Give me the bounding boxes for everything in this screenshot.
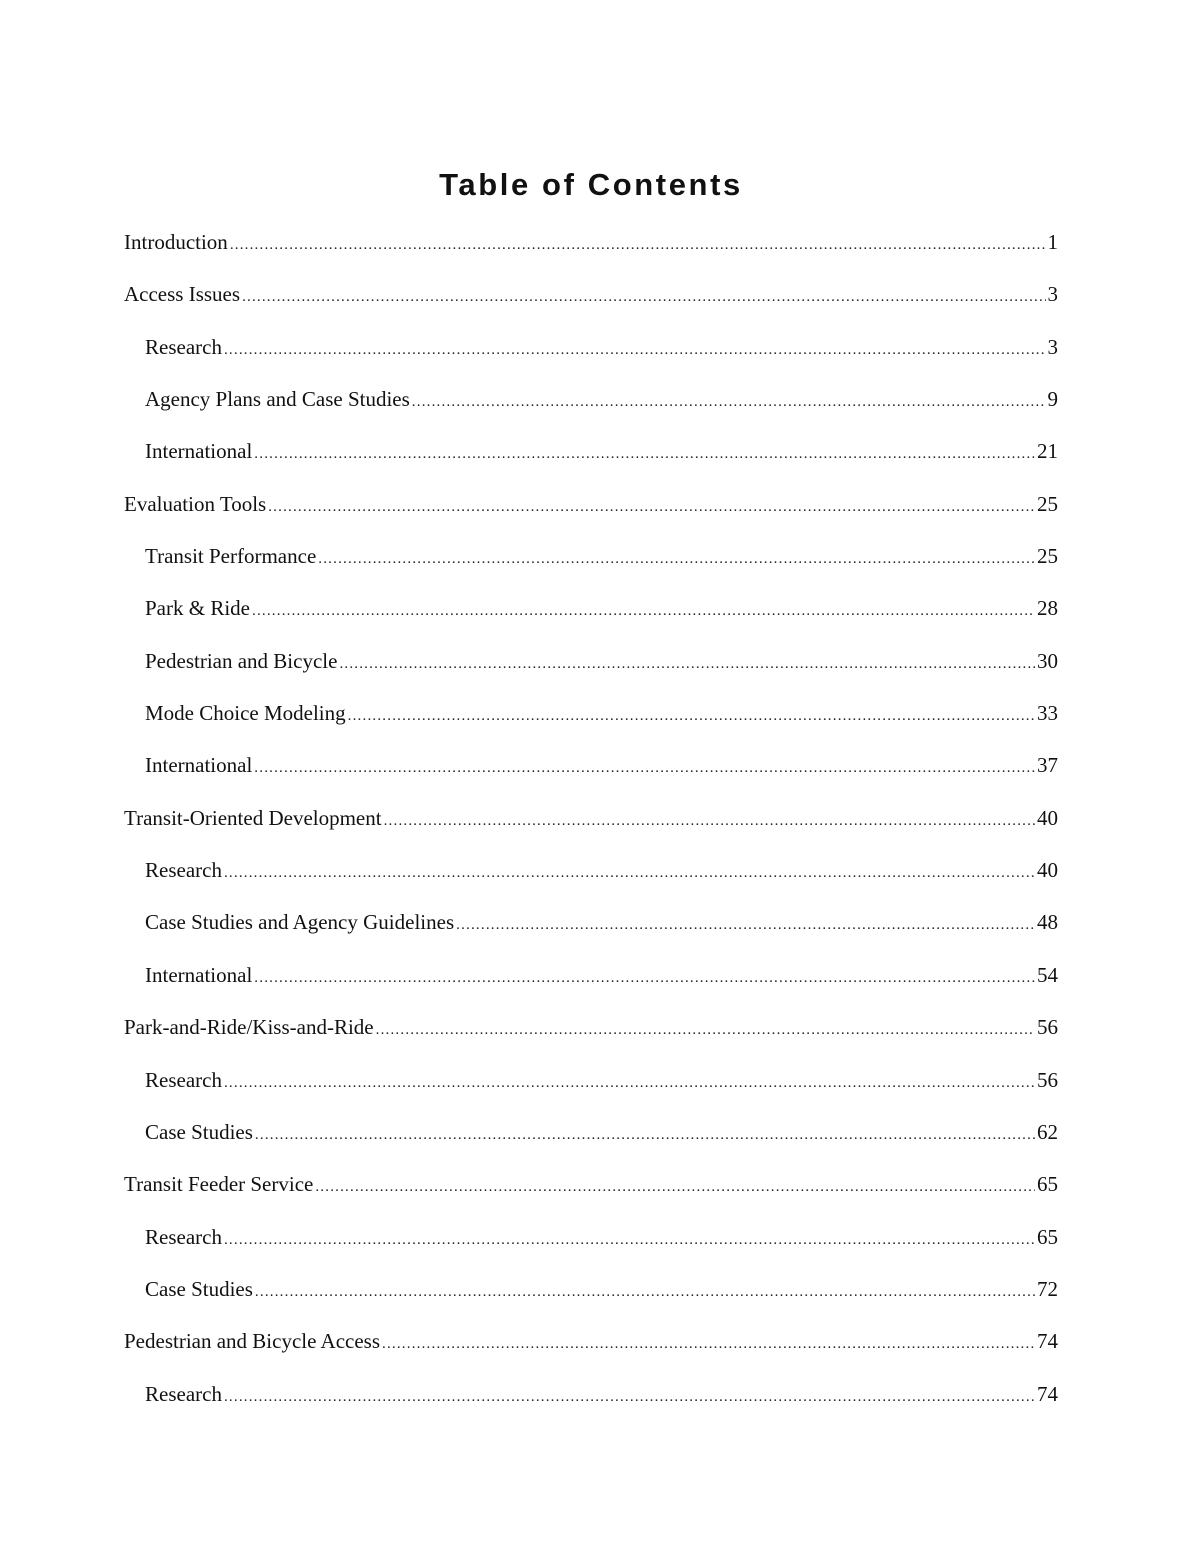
toc-entry-page: 40 xyxy=(1037,805,1058,830)
toc-entry-pnr-case-studies[interactable] xyxy=(124,1110,1058,1162)
dot-leader xyxy=(254,746,1035,790)
toc-entry-page: 40 xyxy=(1037,858,1058,883)
page-title: Table of Contents xyxy=(439,167,743,202)
dot-leader xyxy=(318,537,1035,581)
dot-leader xyxy=(315,1165,1035,1209)
toc-entry-page: 65 xyxy=(1037,1172,1058,1197)
dot-leader xyxy=(230,223,1046,267)
toc-entry-page: 72 xyxy=(1037,1276,1058,1301)
toc-entry-evaluation-international[interactable] xyxy=(124,743,1058,795)
toc-entry-page: 30 xyxy=(1037,648,1058,673)
toc-entry-page: 65 xyxy=(1037,1224,1058,1249)
toc-entry-label: Research xyxy=(145,858,222,883)
toc-entry-page: 25 xyxy=(1037,544,1058,569)
dot-leader xyxy=(376,1008,1035,1052)
toc-entry-access-international[interactable] xyxy=(124,429,1058,481)
toc-entry-label: Case Studies xyxy=(145,1276,253,1301)
toc-entry-label: Transit Performance xyxy=(145,544,317,569)
dot-leader xyxy=(255,1113,1035,1157)
table-of-contents xyxy=(124,220,1058,1424)
toc-entry-tod-international[interactable] xyxy=(124,953,1058,1005)
dot-leader xyxy=(339,642,1035,686)
toc-entry-page: 74 xyxy=(1037,1381,1058,1406)
toc-entry-label: Research xyxy=(145,1224,222,1249)
toc-entry-page: 21 xyxy=(1037,439,1058,464)
dot-leader xyxy=(252,589,1035,633)
toc-entry-label: Evaluation Tools xyxy=(124,491,267,516)
toc-entry-page: 56 xyxy=(1037,1067,1058,1092)
toc-entry-page: 37 xyxy=(1037,753,1058,778)
toc-entry-label: Case Studies xyxy=(145,1119,253,1144)
toc-entry-label: Research xyxy=(145,1067,222,1092)
toc-entry-label: International xyxy=(145,753,253,778)
toc-entry-page: 3 xyxy=(1047,282,1058,307)
toc-entry-label: Agency Plans and Case Studies xyxy=(145,387,410,412)
dot-leader xyxy=(254,432,1035,476)
dot-leader xyxy=(412,380,1046,424)
toc-entry-introduction[interactable] xyxy=(124,220,1058,272)
toc-entry-ped-bike-research[interactable] xyxy=(124,1372,1058,1424)
toc-entry-label: Mode Choice Modeling xyxy=(145,701,346,726)
toc-entry-page: 9 xyxy=(1047,387,1058,412)
toc-entry-evaluation-tools[interactable] xyxy=(124,482,1058,534)
toc-entry-label: Introduction xyxy=(124,230,228,254)
dot-leader xyxy=(348,694,1035,738)
dot-leader xyxy=(224,851,1035,895)
dot-leader xyxy=(384,799,1035,843)
toc-entry-label: Research xyxy=(145,1381,222,1406)
toc-entry-mode-choice[interactable] xyxy=(124,691,1058,743)
toc-entry-tod-case-studies[interactable] xyxy=(124,900,1058,952)
toc-entry-pedestrian-bicycle[interactable] xyxy=(124,639,1058,691)
toc-entry-agency-plans[interactable] xyxy=(124,377,1058,429)
toc-entry-access-research[interactable] xyxy=(124,325,1058,377)
toc-entry-label: International xyxy=(145,439,253,464)
dot-leader xyxy=(382,1322,1035,1366)
toc-entry-label: Research xyxy=(145,334,222,359)
dot-leader xyxy=(224,1061,1035,1105)
toc-entry-label: Park-and-Ride/Kiss-and-Ride xyxy=(124,1015,374,1040)
toc-entry-label: Pedestrian and Bicycle Access xyxy=(124,1329,380,1354)
toc-entry-label: Case Studies and Agency Guidelines xyxy=(145,910,455,935)
toc-entry-page: 56 xyxy=(1037,1015,1058,1040)
dot-leader xyxy=(224,1218,1035,1262)
toc-entry-park-ride[interactable] xyxy=(124,586,1058,638)
dot-leader xyxy=(268,485,1035,529)
dot-leader xyxy=(254,956,1035,1000)
dot-leader xyxy=(224,328,1046,372)
dot-leader xyxy=(242,275,1045,319)
toc-entry-ped-bike-access[interactable] xyxy=(124,1319,1058,1371)
toc-entry-park-kiss-ride[interactable] xyxy=(124,1005,1058,1057)
toc-entry-page: 28 xyxy=(1037,596,1058,621)
toc-entry-transit-performance[interactable] xyxy=(124,534,1058,586)
dot-leader xyxy=(224,1375,1035,1419)
toc-entry-label: Park & Ride xyxy=(145,596,250,621)
toc-entry-page: 48 xyxy=(1037,910,1058,935)
toc-entry-access-issues[interactable] xyxy=(124,272,1058,324)
toc-entry-tod-research[interactable] xyxy=(124,848,1058,900)
toc-entry-feeder-case-studies[interactable] xyxy=(124,1267,1058,1319)
toc-entry-page: 62 xyxy=(1037,1119,1058,1144)
toc-entry-tod[interactable] xyxy=(124,796,1058,848)
toc-entry-pnr-research[interactable] xyxy=(124,1058,1058,1110)
toc-entry-page: 3 xyxy=(1047,334,1058,359)
toc-entry-page: 74 xyxy=(1037,1329,1058,1354)
toc-entry-feeder-service[interactable] xyxy=(124,1162,1058,1214)
toc-entry-label: Pedestrian and Bicycle xyxy=(145,648,338,673)
toc-entry-label: International xyxy=(145,962,253,987)
toc-entry-page: 54 xyxy=(1037,962,1058,987)
dot-leader xyxy=(255,1270,1035,1314)
dot-leader xyxy=(456,903,1035,947)
toc-entry-label: Transit-Oriented Development xyxy=(124,805,382,830)
toc-entry-page: 1 xyxy=(1047,230,1058,254)
toc-entry-page: 25 xyxy=(1037,491,1058,516)
toc-entry-feeder-research[interactable] xyxy=(124,1215,1058,1267)
toc-entry-label: Transit Feeder Service xyxy=(124,1172,314,1197)
toc-entry-label: Access Issues xyxy=(124,282,241,307)
toc-entry-page: 33 xyxy=(1037,701,1058,726)
